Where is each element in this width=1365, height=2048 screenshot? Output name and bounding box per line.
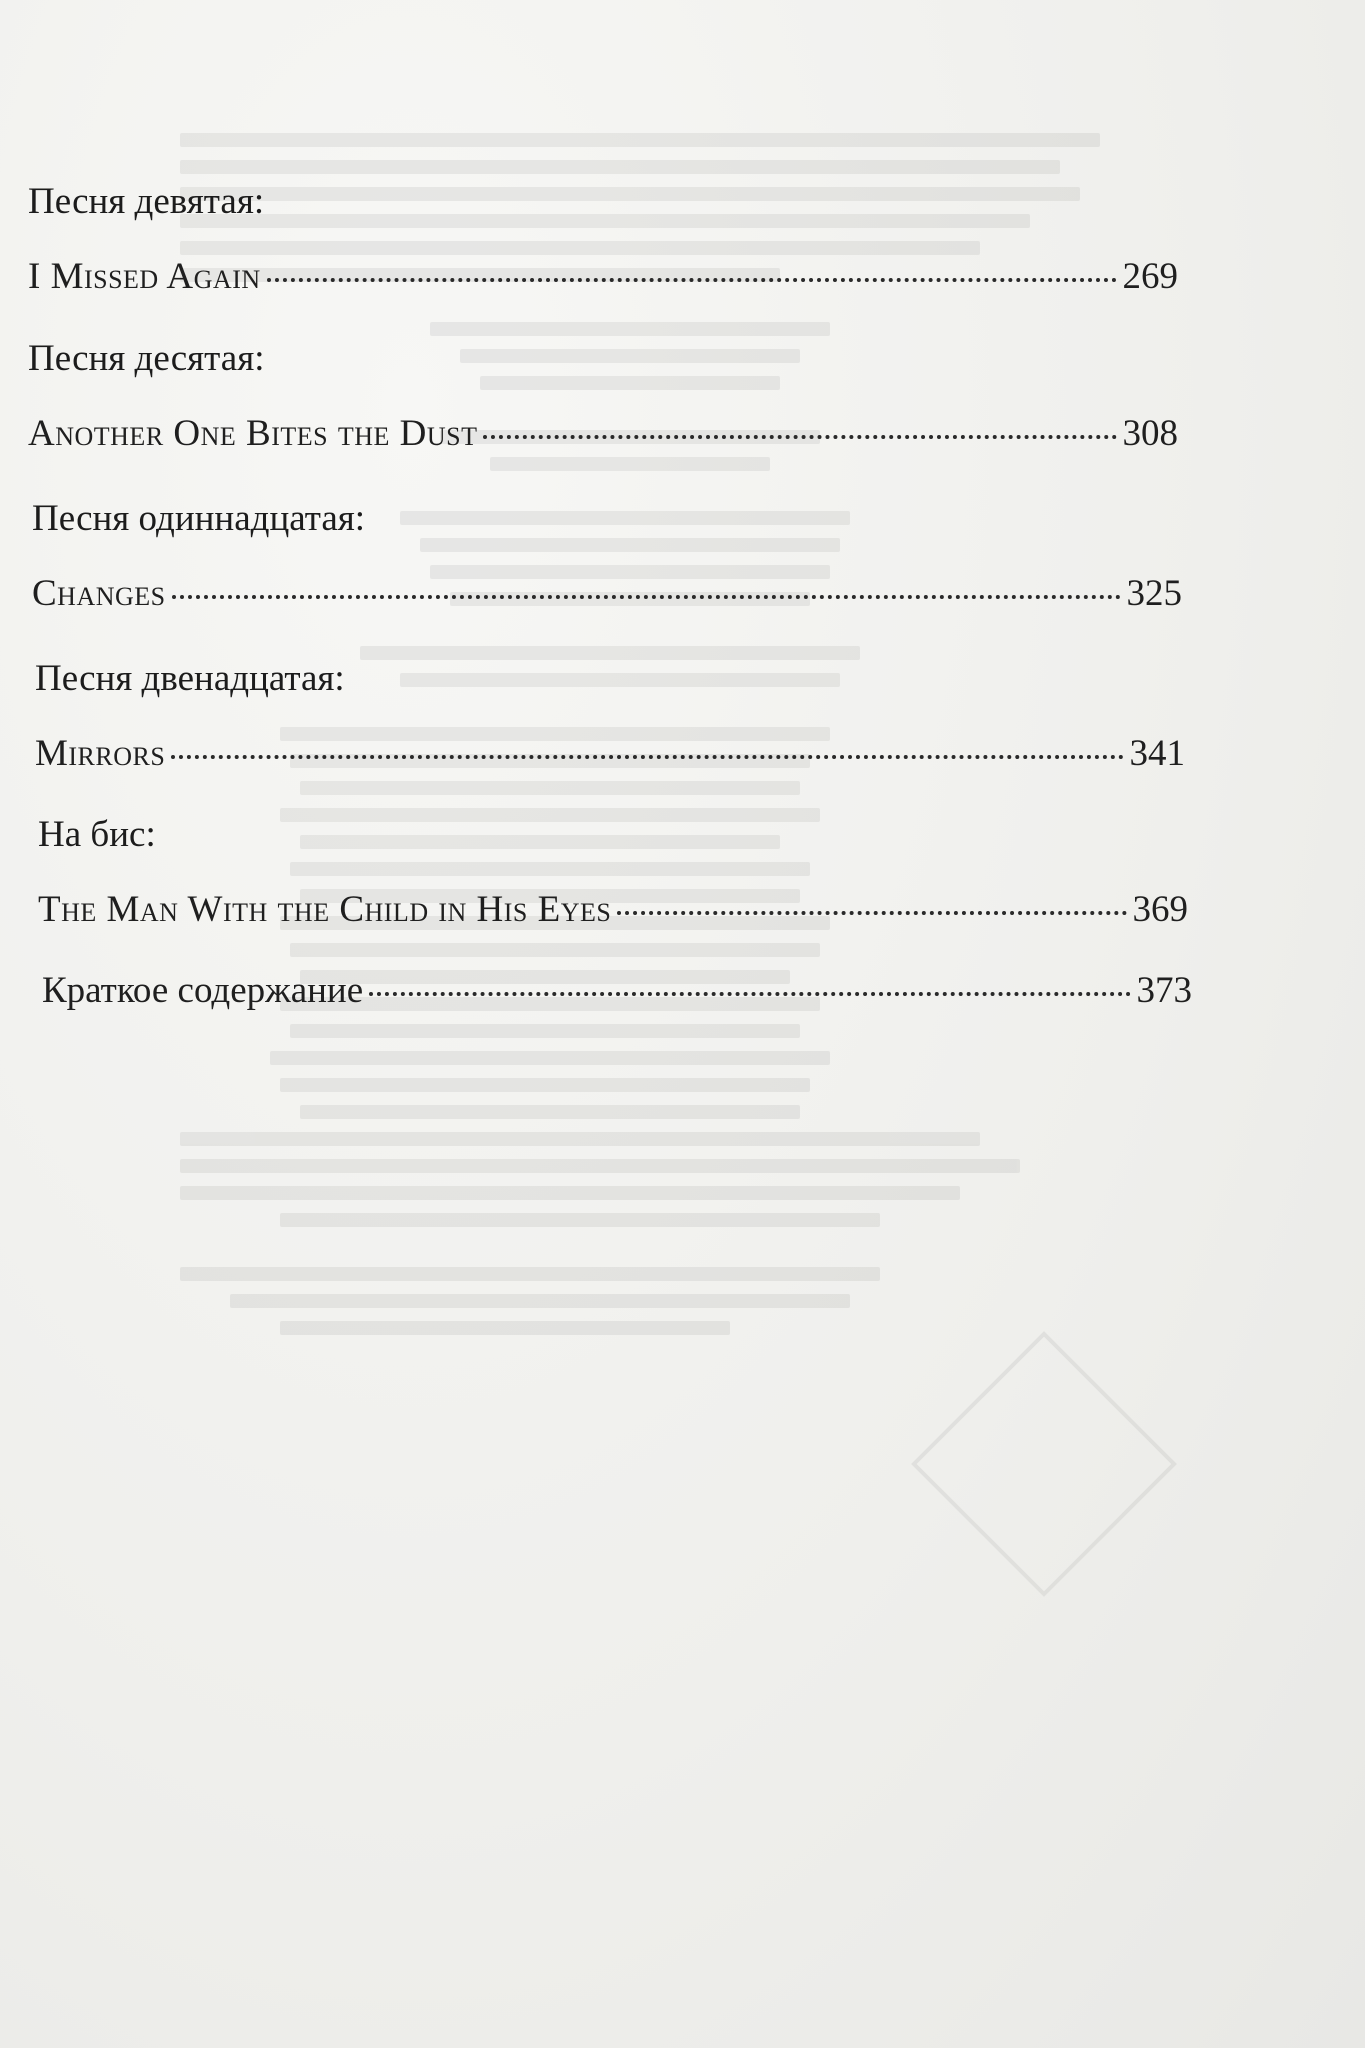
toc-entry-line xyxy=(38,887,1188,933)
toc-entry xyxy=(32,497,1182,617)
dot-leader xyxy=(172,595,1121,599)
toc-entry-title: Mirrors xyxy=(35,733,166,774)
dot-leader xyxy=(483,435,1116,439)
toc-entry-line xyxy=(42,968,1192,1014)
toc-entry-page-number: 373 xyxy=(1136,970,1192,1011)
toc-entry-title: Another One Bites the Dust xyxy=(28,413,478,454)
toc-entry-heading: Песня двенадцатая: xyxy=(35,658,345,699)
toc-entry xyxy=(35,657,1185,777)
dot-leader xyxy=(369,992,1130,996)
toc-entry-page-number: 325 xyxy=(1126,573,1182,614)
toc-entry xyxy=(38,813,1188,933)
toc-entry xyxy=(28,337,1178,457)
toc-entry-line xyxy=(28,411,1178,457)
toc-entry-heading: Песня десятая: xyxy=(28,338,265,379)
toc-entry-page-number: 341 xyxy=(1129,733,1185,774)
toc-entry-line xyxy=(32,571,1182,617)
toc-entry xyxy=(28,180,1178,300)
toc-entry-line xyxy=(35,731,1185,777)
dot-leader xyxy=(617,911,1126,915)
dot-leader xyxy=(171,755,1123,759)
toc-entry-title: Краткое содержание xyxy=(42,970,364,1011)
toc-entry-page-number: 369 xyxy=(1132,889,1188,930)
toc-entry-heading: Песня девятая: xyxy=(28,181,265,222)
dot-leader xyxy=(267,278,1117,282)
toc-entry-summary xyxy=(42,938,1192,1014)
toc-entry-title: The Man With the Child in His Eyes xyxy=(38,889,612,930)
toc-entry-title: Changes xyxy=(32,573,166,614)
toc-entry-line xyxy=(28,254,1178,300)
toc-entry-heading: Песня одиннадцатая: xyxy=(32,498,366,539)
toc-entry-page-number: 269 xyxy=(1122,256,1178,297)
toc-entry-title: I Missed Again xyxy=(28,256,261,297)
toc-entry-heading: На бис: xyxy=(38,814,156,855)
toc-entry-page-number: 308 xyxy=(1122,413,1178,454)
